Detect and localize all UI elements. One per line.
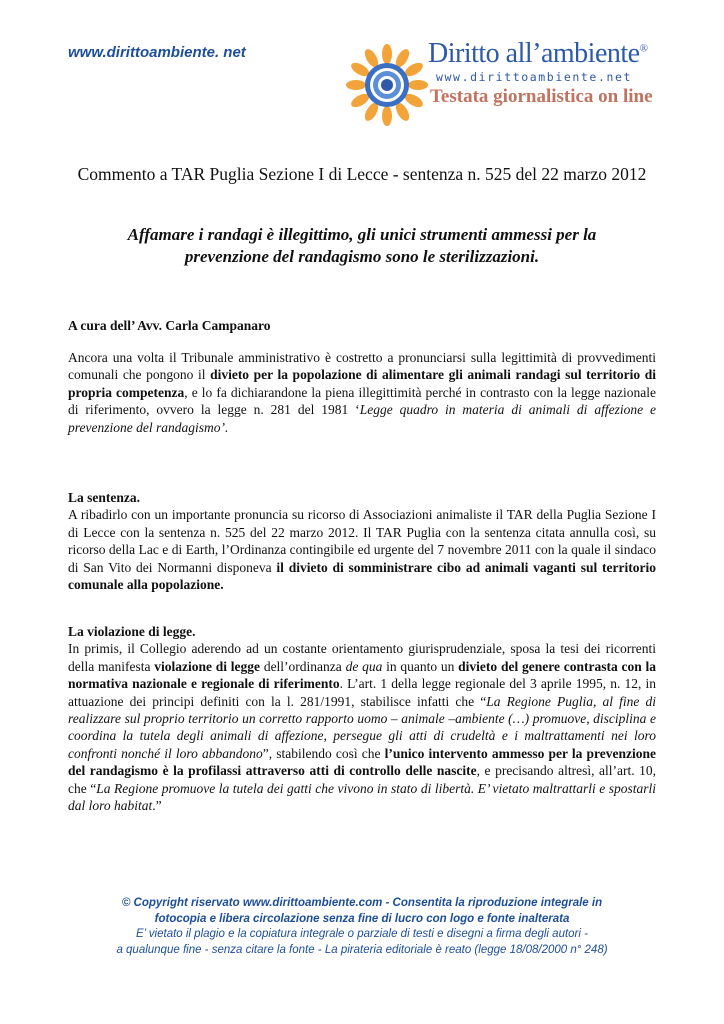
intro-paragraph: Ancora una volta il Tribunale amministrativo è costretto a pronunciarsi sulla legittimità di provvedimenti comunali che pongono il divieto per la popolazione di alimentare gli animali randagi sul territorio di propria competenza, e lo fa dichiarandone la piena illegittimità perché in contrasto con la legge nazionale di riferimento, ovvero la legge n. 281 del 1981 ‘Legge quadro in materia di animali di affezione e prevenzione del randagismo’.: [68, 350, 657, 435]
site-url[interactable]: www.dirittoambiente. net: [68, 44, 246, 61]
copyright-footer: [0, 896, 724, 958]
headline-line-1: Affamare i randagi è illegittimo, gli unici strumenti ammessi per la: [127, 225, 597, 244]
footer-line-1: © Copyright riservato www.dirittoambiente.com - Consentita la riproduzione integrale in: [121, 897, 603, 909]
footer-line-2: fotocopia e libera circolazione senza fine di lucro con logo e fonte inalterata: [154, 912, 570, 925]
document-title: Commento a TAR Puglia Sezione I di Lecce - sentenza n. 525 del 22 marzo 2012: [77, 164, 647, 184]
sun-flower-logo-icon: [344, 42, 430, 128]
section-heading: La violazione di legge.: [68, 624, 196, 639]
section-violazione: La violazione di legge. In primis, il Collegio aderendo ad un costante orientamento giurisprudenziale, sposa la tesi dei ricorrenti della manifesta violazione di legge dell’ordinanza de qua in quanto un divieto del genere contrasta con la normativa nazionale e regionale di riferimento. L’art. 1 della legge regionale del 3 aprile 1995, n. 12, in attuazione dei principi definiti con la l. 281/1991, stabilisce infatti che “La Regione Puglia, al fine di realizzare sul proprio territorio un corretto rapporto uomo – animale –ambiente (…) promuove, disciplina e coordina la tutela degli animali di affezione, persegue gli atti di crudeltà e i maltrattamenti nei loro confronti nonché il loro abbandono”, stabilendo così che l’unico intervento ammesso per la prevenzione del randagismo è la profilassi attraverso atti di controllo delle nascite, e precisando altresì, all’art. 10, che “La Regione promuove la tutela dei gatti che vivono in stato di libertà. E’ vietato maltrattarli e spostarli dal loro habitat.”: [68, 624, 657, 814]
logo-url: www.dirittoambiente.net: [436, 70, 633, 84]
footer-line-3: E’ vietato il plagio e la copiatura integrale o parziale di testi e disegni a firma degli autori -: [136, 928, 588, 940]
logo-tagline: Testata giornalistica on line: [430, 86, 653, 107]
logo-title: Diritto all’ambiente®: [428, 38, 648, 69]
footer-line-4: a qualunque fine - senza citare la fonte - La pirateria editoriale è reato (legge 18/08/2000 n° 248): [116, 943, 608, 956]
masthead-logo: [344, 36, 664, 132]
section-sentenza: La sentenza. A ribadirlo con un importante pronuncia su ricorso di Associazioni animaliste il TAR della Puglia Sezione I di Lecce con la sentenza n. 525 del 22 marzo 2012. Il TAR Puglia con la sentenza citata annulla così, su ricorso della Lac e di Earth, l’Ordinanza contingibile ed urgente del 7 novembre 2011 con la quale il sindaco di San Vito dei Normanni disponeva il divieto di somministrare cibo ad animali vaganti sul territorio comunale alla popolazione.: [68, 490, 656, 593]
section-heading: La sentenza.: [68, 490, 140, 505]
headline-line-2: prevenzione del randagismo sono le sterilizzazioni.: [184, 247, 540, 266]
headline: [96, 224, 628, 268]
author-line: A cura dell’ Avv. Carla Campanaro: [68, 318, 271, 333]
